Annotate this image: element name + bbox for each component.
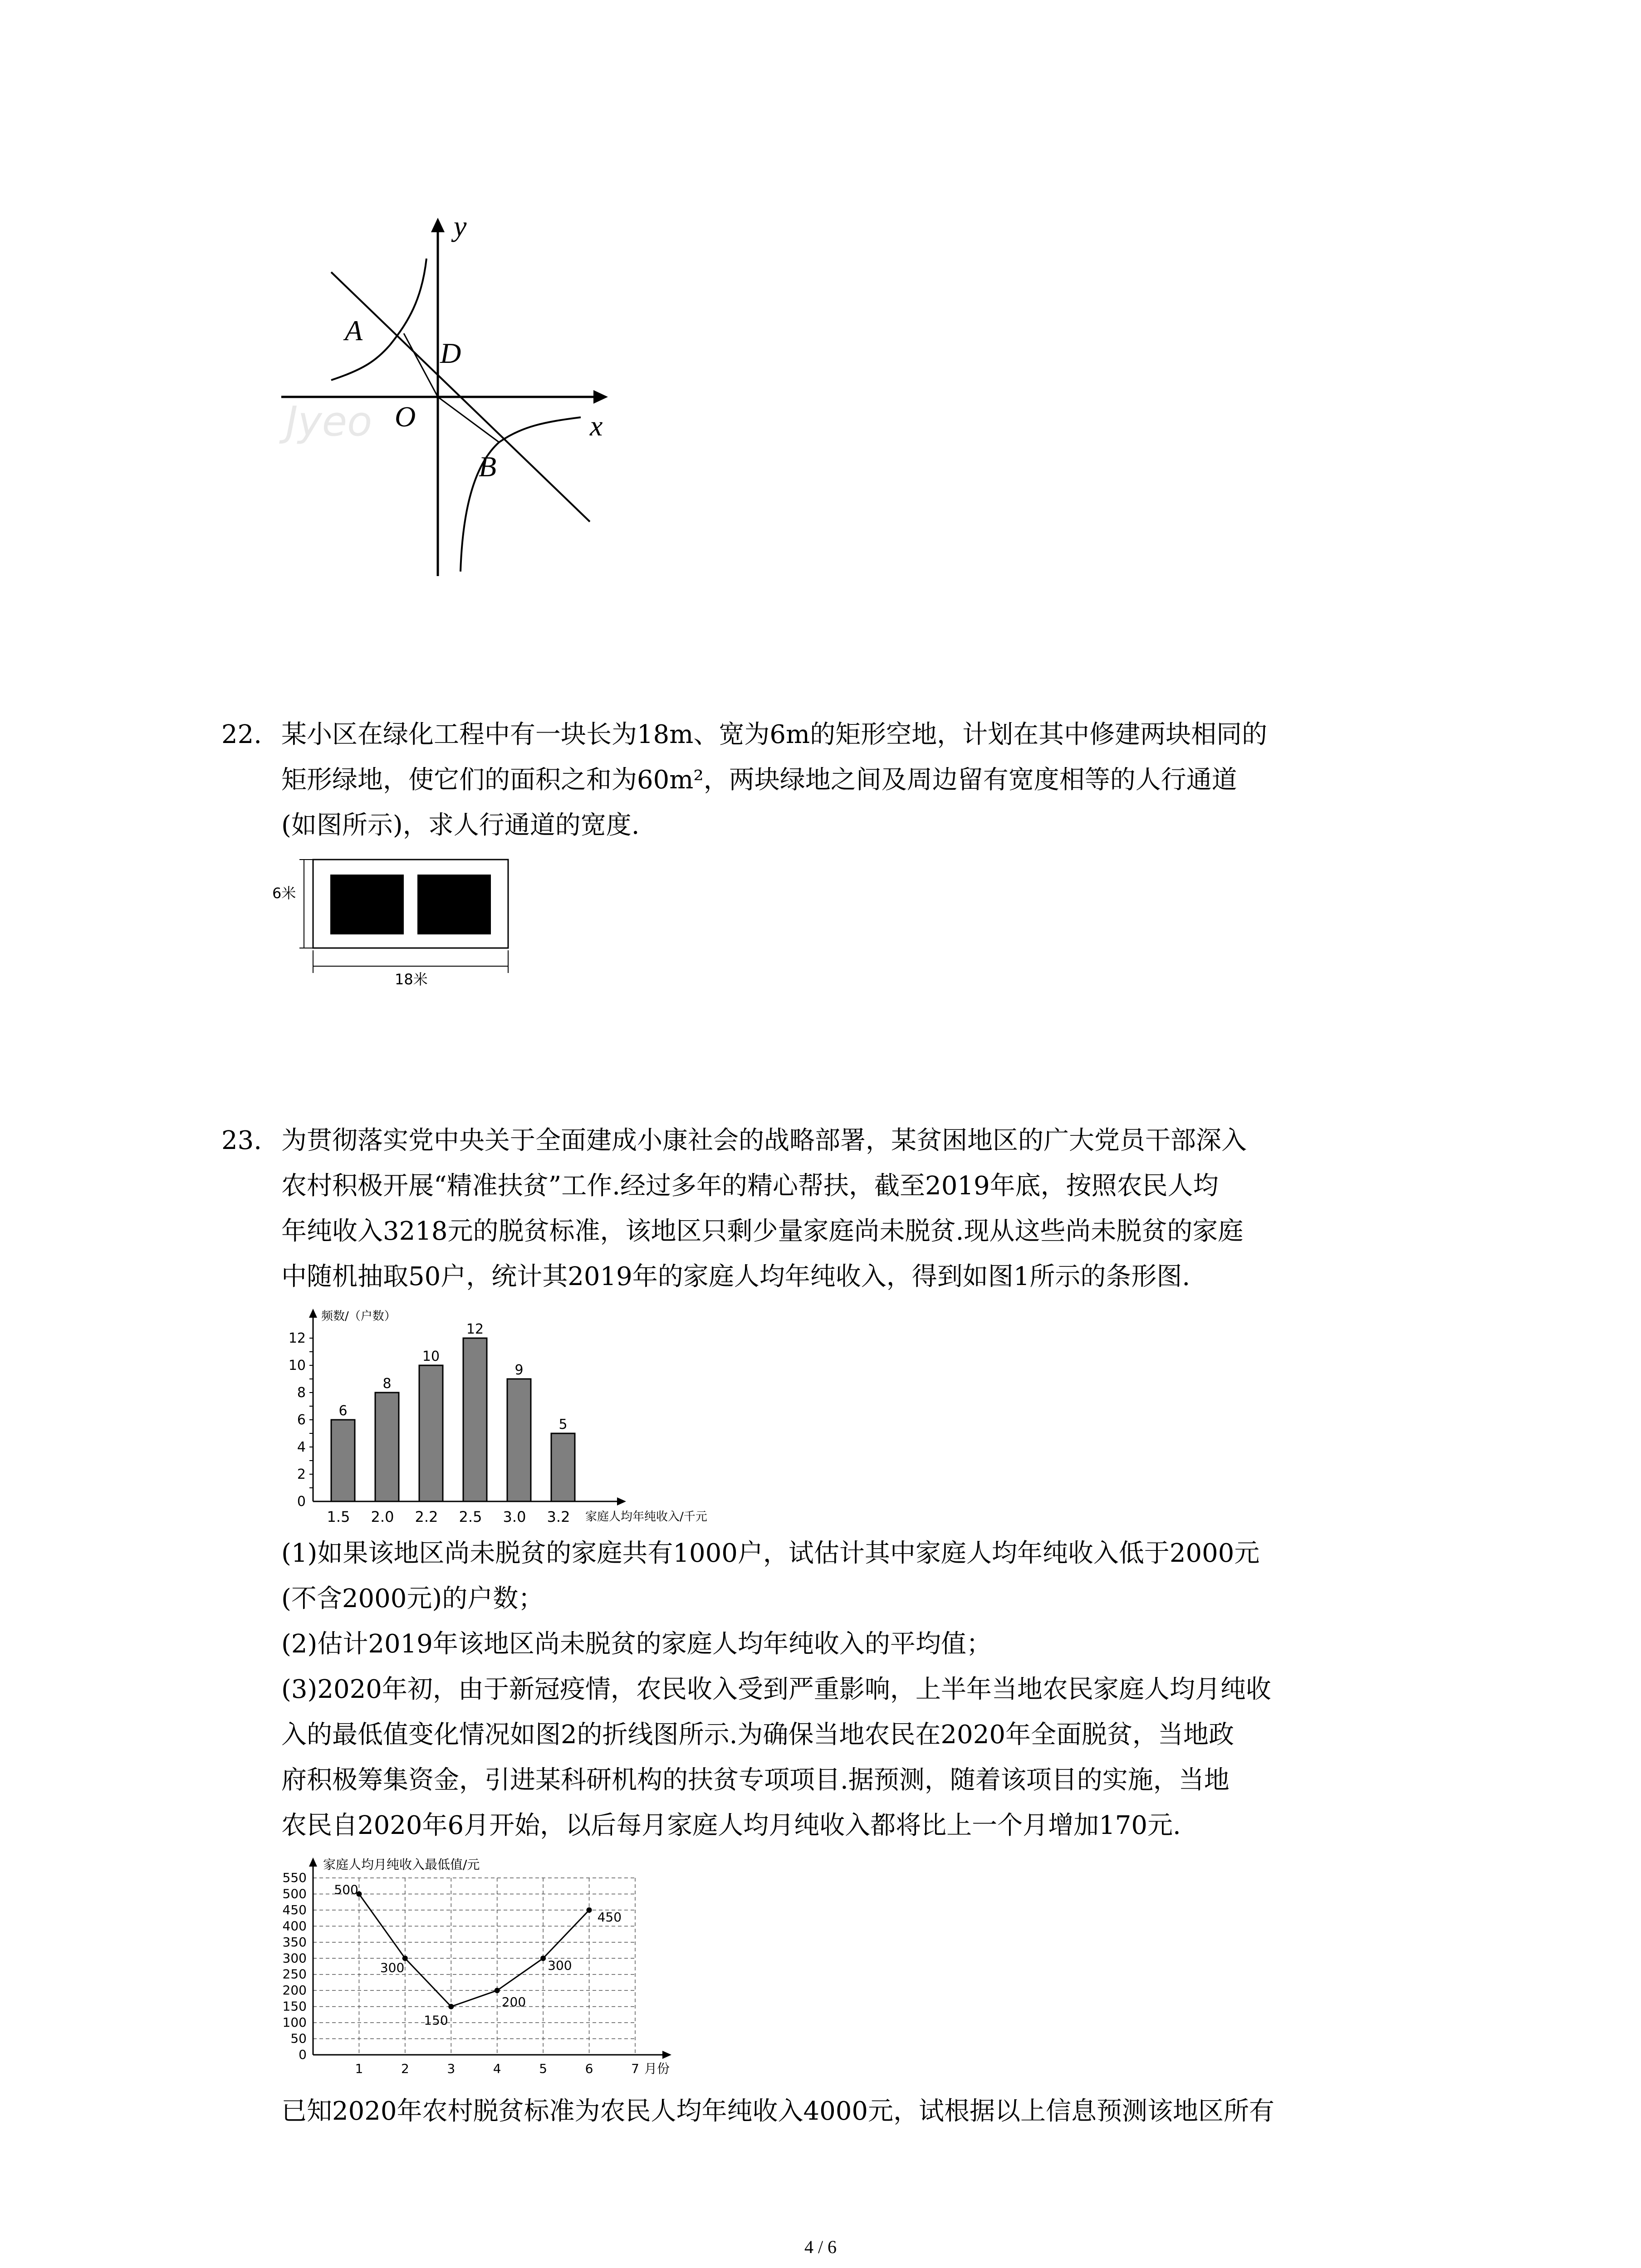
line-x-tick-label: 2 xyxy=(401,2061,409,2076)
label-y: y xyxy=(454,210,467,242)
line-point xyxy=(587,1907,592,1913)
q23-part3-line-1: (3)2020年初，由于新冠疫情，农民收入受到严重影响，上半年当地农民家庭人均月纯收 xyxy=(281,1675,1271,1704)
bar xyxy=(463,1338,487,1501)
bar xyxy=(331,1420,355,1501)
q23-part2-line-1: (2)估计2019年该地区尚未脱贫的家庭人均年纯收入的平均值； xyxy=(281,1629,992,1659)
line-point xyxy=(495,1988,500,1993)
line-data-label: 450 xyxy=(597,1909,622,1925)
q22-figure xyxy=(272,853,526,989)
line-y-tick-label: 550 xyxy=(282,1870,307,1885)
bar-y-tick-label: 8 xyxy=(297,1385,306,1401)
bar-y-tick-label: 2 xyxy=(297,1466,306,1482)
line-data-label: 150 xyxy=(424,2013,448,2028)
label-a: A xyxy=(345,314,363,347)
line-y-axis-arrow xyxy=(309,1857,317,1867)
q23-part3-line-3: 府积极筹集资金，引进某科研机构的扶贫专项项目.据预测，随着该项目的实施，当地 xyxy=(281,1765,1230,1795)
line-point xyxy=(448,2004,454,2009)
line-x-label: 月份 xyxy=(644,2061,670,2076)
bar-x-tick-label: 2.2 xyxy=(415,1508,438,1525)
page-number: 4 / 6 xyxy=(804,2237,837,2257)
bar-y-tick-label: 10 xyxy=(288,1358,306,1374)
bar-y-tick-label: 0 xyxy=(297,1494,306,1510)
line-y-tick-label: 150 xyxy=(282,1999,307,2014)
watermark: Jyeo xyxy=(286,398,372,445)
line-data-label: 300 xyxy=(380,1960,405,1975)
line-data-label: 200 xyxy=(501,1994,526,2010)
q22-number: 22. xyxy=(221,720,262,749)
line-y-tick-label: 0 xyxy=(299,2047,307,2062)
bar-x-tick-label: 1.5 xyxy=(327,1508,350,1525)
line-y-tick-label: 250 xyxy=(282,1966,307,1982)
height-label: 6米 xyxy=(272,885,296,902)
q23-line-1: 为贯彻落实党中央关于全面建成小康社会的战略部署，某贫困地区的广大党员干部深入 xyxy=(281,1126,1247,1155)
line-y-tick-label: 300 xyxy=(282,1950,307,1966)
line-point xyxy=(540,1955,546,1961)
label-d: D xyxy=(440,337,461,369)
width-label: 18米 xyxy=(395,971,428,988)
line-y-tick-label: 450 xyxy=(282,1902,307,1917)
bar-x-tick-label: 3.2 xyxy=(547,1508,570,1525)
bar-x-tick-label: 3.0 xyxy=(503,1508,526,1525)
label-x: x xyxy=(590,410,603,442)
line-y-tick-label: 350 xyxy=(282,1934,307,1950)
line-x-tick-label: 7 xyxy=(631,2061,639,2076)
bar-x-label: 家庭人均年纯收入/千元 xyxy=(585,1510,707,1524)
q23-number: 23. xyxy=(221,1126,262,1155)
line-data-label: 300 xyxy=(548,1958,572,1973)
q23-part1-line-1: (1)如果该地区尚未脱贫的家庭共有1000户，试估计其中家庭人均年纯收入低于2000元 xyxy=(281,1539,1260,1568)
bar-data-label: 5 xyxy=(558,1417,568,1432)
q23-part1-line-2: (不含2000元)的户数； xyxy=(281,1584,544,1613)
line-chart xyxy=(272,1855,726,2091)
segment-oa xyxy=(404,333,438,397)
q23-part3-line-4: 农民自2020年6月开始，以后每月家庭人均月纯收入都将比上一个月增加170元. xyxy=(281,1811,1181,1840)
green-plot-right xyxy=(417,875,491,934)
line-x-tick-label: 1 xyxy=(355,2061,363,2076)
bar-data-label: 6 xyxy=(338,1403,348,1419)
line-y-tick-label: 500 xyxy=(282,1886,307,1901)
bar-y-label: 频数/（户数） xyxy=(321,1310,396,1323)
line-x-tick-label: 6 xyxy=(585,2061,593,2076)
bar-chart xyxy=(272,1306,780,1533)
line-x-tick-label: 3 xyxy=(447,2061,456,2076)
green-plot-left xyxy=(330,875,404,934)
x-axis-arrow xyxy=(593,390,608,404)
bar-x-axis-arrow xyxy=(617,1497,626,1505)
bar-x-tick-label: 2.5 xyxy=(459,1508,482,1525)
label-o: O xyxy=(395,401,416,433)
bar-data-label: 10 xyxy=(422,1349,440,1364)
bar xyxy=(507,1379,531,1501)
q22-line-1: 某小区在绿化工程中有一块长为18m、宽为6m的矩形空地，计划在其中修建两块相同的 xyxy=(281,720,1268,749)
line-y-tick-label: 200 xyxy=(282,1983,307,1998)
bar xyxy=(375,1393,399,1501)
bar-x-tick-label: 2.0 xyxy=(371,1508,394,1525)
line-data-label: 500 xyxy=(334,1882,358,1897)
q23-line-2: 农村积极开展“精准扶贫”工作.经过多年的精心帮扶，截至2019年底，按照农民人均 xyxy=(281,1171,1219,1201)
line-series xyxy=(359,1894,589,2006)
y-axis-arrow xyxy=(431,218,445,232)
q23-last-line: 已知2020年农村脱贫标准为农民人均年纯收入4000元，试根据以上信息预测该地区所有 xyxy=(281,2097,1275,2126)
bar xyxy=(551,1433,575,1501)
line-y-tick-label: 400 xyxy=(282,1918,307,1934)
line-x-axis-arrow xyxy=(662,2051,671,2059)
q23-line-4: 中随机抽取50户，统计其2019年的家庭人均年纯收入，得到如图1所示的条形图. xyxy=(281,1262,1190,1291)
q22-line-2: 矩形绿地，使它们的面积之和为60m²，两块绿地之间及周边留有宽度相等的人行通道 xyxy=(281,765,1237,795)
bar-y-tick-label: 12 xyxy=(288,1330,306,1346)
q23-line-3: 年纯收入3218元的脱贫标准，该地区只剩少量家庭尚未脱贫.现从这些尚未脱贫的家庭 xyxy=(281,1217,1244,1246)
line-y-tick-label: 100 xyxy=(282,2015,307,2030)
line-y-tick-label: 50 xyxy=(290,2031,307,2046)
bar-y-axis-arrow xyxy=(309,1309,317,1318)
q23-part3-line-2: 入的最低值变化情况如图2的折线图所示.为确保当地农民在2020年全面脱贫，当地政 xyxy=(281,1720,1234,1750)
bar-y-tick-label: 4 xyxy=(297,1439,306,1455)
bar xyxy=(419,1365,443,1501)
bar-data-label: 8 xyxy=(382,1376,392,1392)
label-b: B xyxy=(479,450,497,483)
coordinate-graph xyxy=(272,209,626,581)
line-x-tick-label: 5 xyxy=(539,2061,548,2076)
line-y-label: 家庭人均月纯收入最低值/元 xyxy=(323,1857,480,1872)
q22-line-3: (如图所示)，求人行通道的宽度. xyxy=(281,811,640,840)
line-x-tick-label: 4 xyxy=(493,2061,501,2076)
bar-data-label: 12 xyxy=(466,1321,484,1337)
bar-y-tick-label: 6 xyxy=(297,1412,306,1428)
bar-data-label: 9 xyxy=(514,1362,524,1378)
